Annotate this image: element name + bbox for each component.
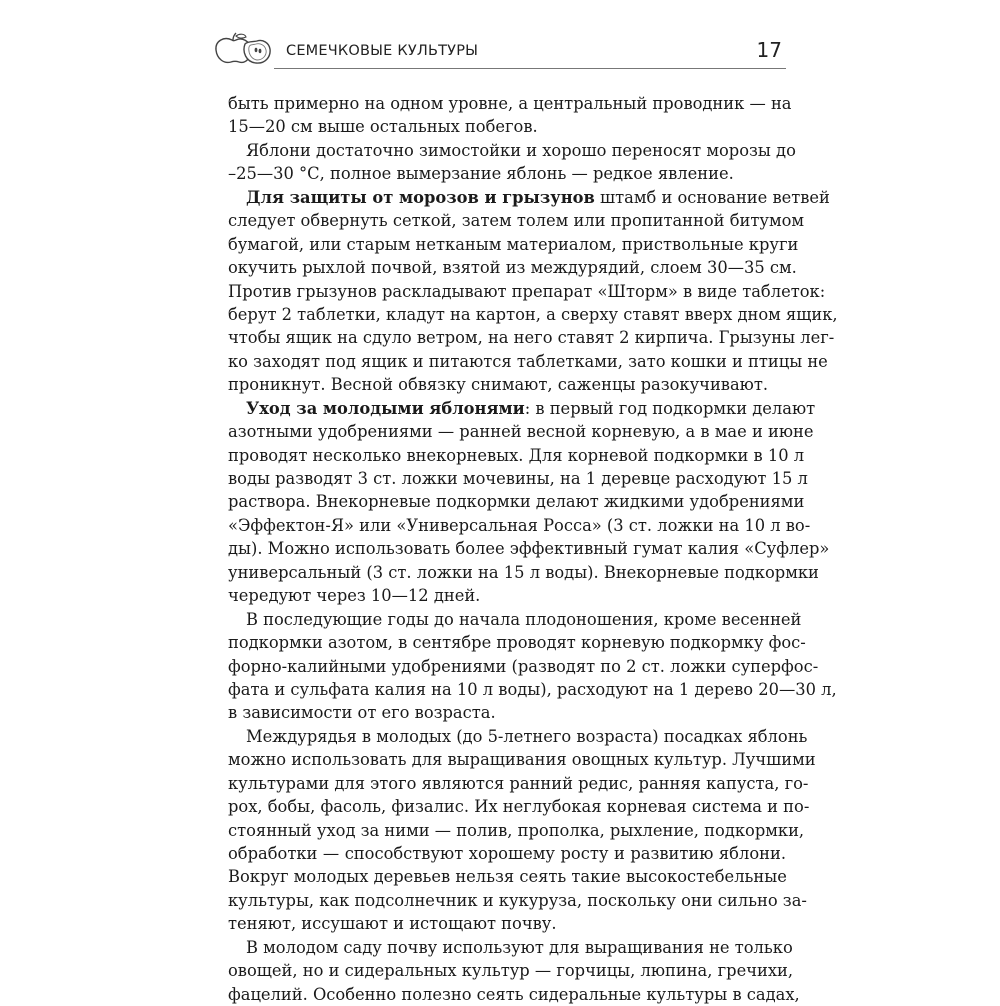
text-line: азотными удобрениями — ранней весной корневую, а в мае и июне xyxy=(228,422,814,442)
text-line: фата и сульфата калия на 10 л воды), расходуют на 1 дерево 20—30 л, xyxy=(228,679,837,699)
text-line: следует обвернуть сеткой, затем толем или пропитанной битумом xyxy=(228,211,805,231)
bold-heading: Для защиты от морозов и грызунов xyxy=(246,187,595,207)
text-line: стоянный уход за ними — полив, прополка, рыхление, подкормки, xyxy=(228,820,805,840)
text-line: Междурядья в молодых (до 5-летнего возраста) посадках яблонь xyxy=(246,726,808,746)
text-line: фацелий. Особенно полезно сеять сидеральные культуры в садах, xyxy=(228,984,800,1004)
text-line: Вокруг молодых деревьев нельзя сеять такие высокостебельные xyxy=(228,867,787,887)
text-line: Против грызунов раскладывают препарат «Шторм» в виде таблеток: xyxy=(228,281,826,301)
header-rule xyxy=(274,68,786,69)
text-line: –25—30 °С, полное вымерзание яблонь — редкое явление. xyxy=(228,164,734,184)
text-line: культуры, как подсолнечник и кукуруза, поскольку они сильно за- xyxy=(228,890,807,910)
text-line: чтобы ящик на сдуло ветром, на него ставят 2 кирпича. Грызуны лег- xyxy=(228,328,835,348)
text-line: в зависимости от его возраста. xyxy=(228,703,496,723)
bold-heading: Уход за молодыми яблонями xyxy=(246,398,525,418)
text-line: проводят несколько внекорневых. Для корневой подкормки в 10 л xyxy=(228,445,805,465)
text-line: культурами для этого являются ранний редис, ранняя капуста, го- xyxy=(228,773,809,793)
text-line: окучить рыхлой почвой, взятой из междурядий, слоем 30—35 см. xyxy=(228,258,797,278)
text-line: универсальный (3 ст. ложки на 15 л воды). Внекорневые подкормки xyxy=(228,562,819,582)
page-header xyxy=(212,28,786,72)
apple-logo-icon xyxy=(212,32,274,66)
text-line: овощей, но и сидеральных культур — горчицы, люпина, гречихи, xyxy=(228,961,794,981)
running-head: СЕМЕЧКОВЫЕ КУЛЬТУРЫ xyxy=(286,43,479,59)
text-line: быть примерно на одном уровне, а центральный проводник — на xyxy=(228,94,792,113)
text-line: 15—20 см выше остальных побегов. xyxy=(228,117,538,137)
text-line: проникнут. Весной обвязку снимают, саженцы разокучивают. xyxy=(228,375,769,395)
text-line: «Эффектон-Я» или «Универсальная Росса» (3 ст. ложки на 10 л во- xyxy=(228,515,811,535)
text-line: В последующие годы до начала плодоношения, кроме весенней xyxy=(246,609,802,629)
body-text xyxy=(228,92,838,1006)
text-line: В молодом саду почву используют для выращивания не только xyxy=(246,937,793,957)
text-line: обработки — способствуют хорошему росту и развитию яблони. xyxy=(228,844,786,863)
text-line: воды разводят 3 ст. ложки мочевины, на 1 деревце расходуют 15 л xyxy=(228,469,808,488)
text-line: раствора. Внекорневые подкормки делают жидкими удобрениями xyxy=(228,492,805,512)
text-line: Для защиты от морозов и грызунов штамб и основание ветвей xyxy=(246,187,830,207)
text-line: ко заходят под ящик и питаются таблетками, зато кошки и птицы не xyxy=(228,351,828,371)
text-line: форно-калийными удобрениями (разводят по 2 ст. ложки суперфос- xyxy=(228,656,819,676)
text-line: Уход за молодыми яблонями: в первый год подкормки делают xyxy=(246,398,816,418)
text-line: подкормки азотом, в сентябре проводят корневую подкормку фос- xyxy=(228,633,806,653)
text-line: можно использовать для выращивания овощных культур. Лучшими xyxy=(228,750,816,770)
text-line: чередуют через 10—12 дней. xyxy=(228,586,481,606)
text-line: бумагой, или старым нетканым материалом, приствольные круги xyxy=(228,234,799,254)
page-number: 17 xyxy=(756,38,782,62)
text-line: Яблони достаточно зимостойки и хорошо переносят морозы до xyxy=(246,140,796,160)
text-line: берут 2 таблетки, кладут на картон, а сверху ставят вверх дном ящик, xyxy=(228,304,838,324)
text-line: теняют, иссушают и истощают почву. xyxy=(228,914,557,934)
text-line: рох, бобы, фасоль, физалис. Их неглубокая корневая система и по- xyxy=(228,797,810,817)
text-line: ды). Можно использовать более эффективный гумат калия «Суфлер» xyxy=(228,539,830,559)
